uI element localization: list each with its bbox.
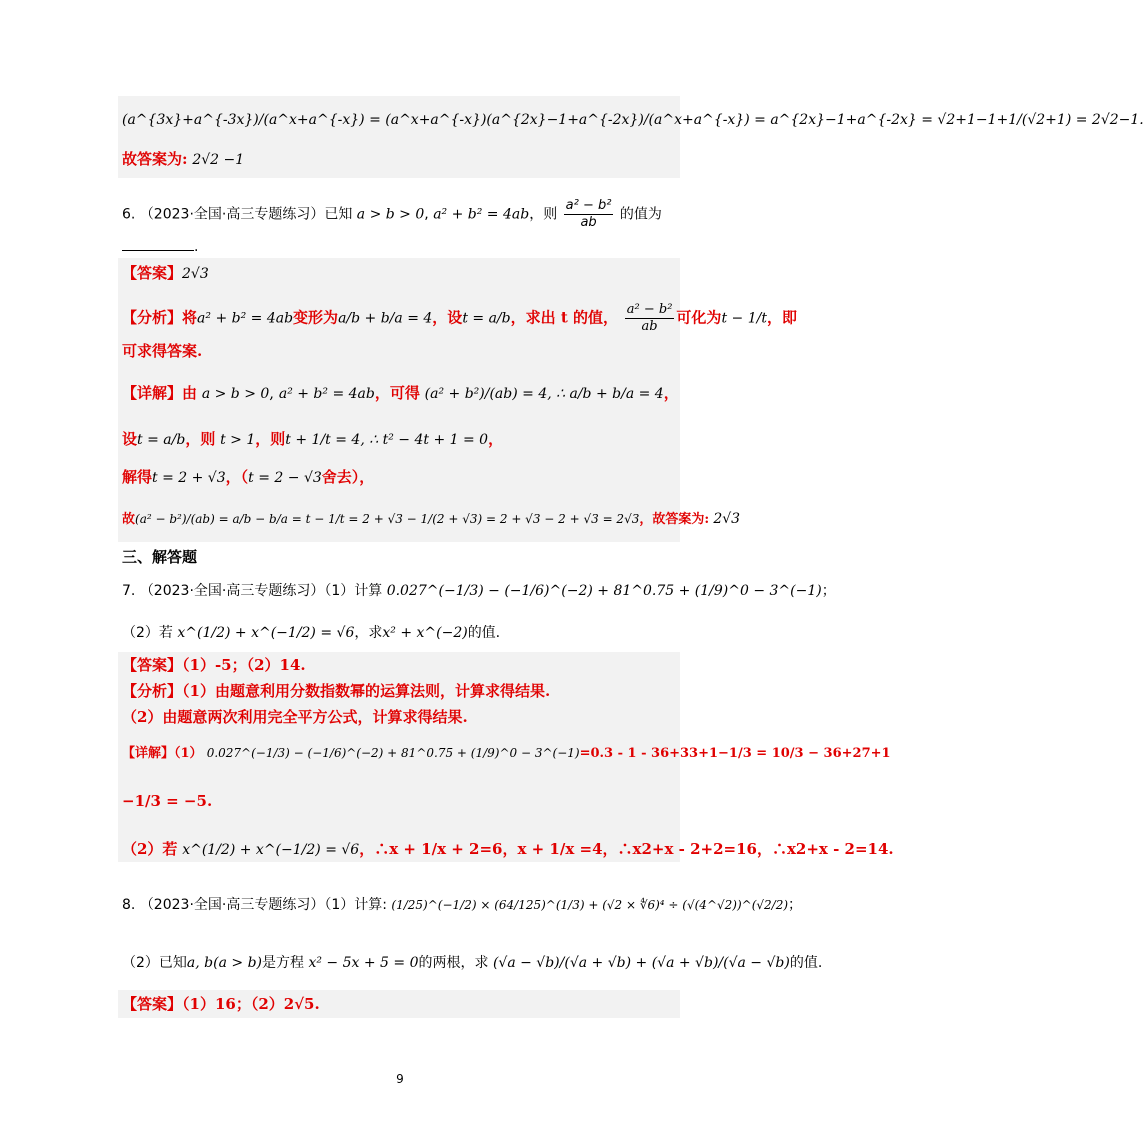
q6-detail-text-2: ，可得 bbox=[374, 384, 420, 402]
q6-answer bbox=[122, 262, 680, 285]
q6-final-text-2: ，故答案为: bbox=[639, 512, 710, 527]
q6-set-text-4: ， bbox=[488, 430, 504, 448]
q6-final-value: 2√3 bbox=[713, 511, 741, 527]
q8-stem bbox=[122, 894, 803, 916]
q6-source: （2023·全国·高三专题练习） bbox=[139, 206, 325, 223]
q7-analysis-1 bbox=[122, 680, 680, 702]
q6-analysis-eq4: t − 1/t bbox=[721, 310, 767, 327]
q7-detail-tag: 【详解】 bbox=[122, 746, 175, 761]
q6-final-line bbox=[122, 508, 741, 531]
q7-answer bbox=[122, 654, 680, 676]
q6-analysis-eq1: a² + b² = 4ab bbox=[197, 310, 294, 327]
q6-stem-b: ，则 bbox=[529, 206, 558, 223]
q6-frac-den: ab bbox=[564, 214, 614, 231]
q6-solve-text-1: 解得 bbox=[122, 468, 153, 486]
q6-frac-num: a² − b² bbox=[565, 198, 612, 213]
q8-answer-value: （1）16；（2）2√5. bbox=[182, 995, 320, 1013]
q7-part2-sol-label: （2）若 bbox=[122, 840, 178, 858]
q5-answer-line bbox=[122, 148, 680, 171]
q6-detail-text-1: 由 bbox=[182, 384, 198, 402]
q6-set-eq: t + 1/t = 4, ∴ t² − 4t + 1 = 0 bbox=[285, 432, 489, 448]
q5-answer-value: 2√2 −1 bbox=[192, 152, 245, 168]
q6-solve-line bbox=[122, 466, 680, 489]
q6-analysis-cont bbox=[122, 340, 680, 362]
q7-part2-solution bbox=[122, 838, 894, 861]
q6-stem: 6. （2023·全国·高三专题练习）已知 a > b > 0, a² + b² = 4ab，则 $\frac{\text{a² − b²}}{ab}$ 的值为 bbox=[122, 198, 662, 230]
q6-analysis-text-3: ，设 bbox=[432, 308, 463, 327]
q8-answer bbox=[122, 993, 680, 1015]
q6-stem-c: 的值为 bbox=[619, 206, 662, 223]
q7-stem bbox=[122, 580, 836, 602]
q8-part2-text-b: 是方程 bbox=[262, 955, 304, 971]
section-title: 三、解答题 bbox=[122, 548, 198, 566]
q6-analysis-eq2: a/b + b/a = 4 bbox=[338, 310, 433, 327]
q6-blank-line bbox=[122, 236, 680, 258]
q8-part2-eq: x² − 5x + 5 = 0 bbox=[308, 955, 419, 971]
q7-detail-expr: 0.027^(−1/3) − (−1/6)^(−2) + 81^0.75 + (1/9)^0 − 3^(−1) bbox=[206, 746, 580, 760]
q6-analysis-frac-num: a² − b² bbox=[626, 302, 673, 317]
q6-set-line bbox=[122, 428, 680, 451]
q7-part2-expr: x^(1/2) + x^(−1/2) = √6 bbox=[177, 625, 355, 641]
q8-answer-tag: 【答案】 bbox=[122, 995, 183, 1013]
q8-part2 bbox=[122, 952, 823, 974]
q6-stem-a: 已知 bbox=[324, 206, 353, 223]
q5-answer-label: 故答案为: bbox=[122, 150, 188, 168]
q6-solve-eq2: t = 2 − √3 bbox=[248, 470, 322, 486]
q7-detail bbox=[122, 742, 891, 765]
q8-source: （2023·全国·高三专题练习）（1）计算: bbox=[139, 897, 387, 913]
q6-analysis-eq3: t = a/b bbox=[462, 310, 511, 327]
q6-final-text-1: 故 bbox=[122, 512, 136, 527]
q7-answer-value: （1）-5；（2）14. bbox=[182, 656, 306, 674]
q7-detail-part: （1） bbox=[174, 746, 203, 761]
q6-analysis-text-4: ，求出 t 的值， bbox=[510, 308, 618, 327]
q6-analysis-frac-den: ab bbox=[625, 318, 675, 335]
q5-equation-text: (a^{3x}+a^{-3x})/(a^x+a^{-x}) = (a^x+a^{-x})(a^{2x}−1+a^{-2x})/(a^x+a^{-x}) = a^{2x}−1+a^{-2x} = √2+1−1+1/(√2+1) = 2√2−1. bbox=[122, 112, 1144, 128]
q6-set-text-1: 设 bbox=[122, 430, 138, 448]
q7-part2-sol-expr: x^(1/2) + x^(−1/2) = √6 bbox=[182, 842, 360, 858]
q7-answer-tag: 【答案】 bbox=[122, 656, 183, 674]
q8-part2-expr: (√a − √b)/(√a + √b) + (√a + √b)/(√a − √b) bbox=[492, 955, 790, 971]
q6-set-text-2: ，则 bbox=[185, 430, 216, 448]
q8-part2-text-d: 的值. bbox=[789, 955, 823, 971]
q8-expr1: (1/25)^(−1/2) × (64/125)^(1/3) + (√2 × ∜6)⁴ ÷ (√(4^√2))^(√2/2) bbox=[391, 898, 789, 912]
q7-detail-eq: =0.3 - 1 - 36+33+1−1/3 = 10/3 − 36+27+1 bbox=[579, 746, 891, 761]
q6-tail: . bbox=[194, 239, 199, 255]
q6-final-eq: (a² − b²)/(ab) = a/b − b/a = t − 1/t = 2 + √3 − 1/(2 + √3) = 2 + √3 − 2 + √3 = 2√3 bbox=[135, 512, 640, 526]
q6-analysis-text-1: 将 bbox=[182, 308, 198, 327]
q7-analysis-text-2: （2）由题意两次利用完全平方公式，计算求得结果. bbox=[122, 708, 468, 726]
q6-analysis-text-2: 变形为 bbox=[293, 308, 339, 327]
q6-fraction bbox=[564, 198, 614, 231]
q8-part2-ab: a, b(a > b) bbox=[186, 955, 262, 971]
q6-answer-tag: 【答案】 bbox=[122, 264, 183, 282]
q6-number: 6. bbox=[122, 206, 136, 223]
q6-analysis bbox=[122, 302, 797, 335]
section-heading bbox=[122, 546, 680, 568]
q7-part2-expr2: x² + x^(−2) bbox=[382, 625, 468, 641]
q7-part2-text-b: ，求 bbox=[354, 625, 383, 641]
q7-part2-sol-rest: ，∴x + 1/x + 2=6，x + 1/x =4，∴x2+x - 2+2=16，∴x2+x - 2=14. bbox=[359, 840, 894, 858]
q7-semi: ； bbox=[821, 583, 836, 599]
q7-detail-cont bbox=[122, 790, 680, 812]
q6-answer-blank bbox=[122, 236, 194, 251]
q6-detail: 【详解】由 a > b > 0, a² + b² = 4ab，可得 (a² + b²)/(ab) = 4, ∴ a/b + b/a = 4， bbox=[122, 384, 679, 402]
q6-detail-cond1: a > b > 0 bbox=[201, 386, 270, 402]
q6-cond2: a² + b² = 4ab bbox=[433, 206, 530, 223]
q6-analysis-fraction bbox=[625, 302, 675, 335]
q6-solve-eq: t = 2 + √3 bbox=[152, 470, 226, 486]
q6-analysis-text-7: 可求得答案. bbox=[122, 342, 203, 360]
q7-analysis-text-1: （1）由题意利用分数指数幂的运算法则，计算求得结果. bbox=[182, 682, 551, 700]
q8-part2-text-c: 的两根，求 bbox=[418, 955, 489, 971]
page-number: 9 bbox=[396, 1072, 404, 1086]
q7-number: 7. bbox=[122, 583, 136, 599]
q7-part2-text-a: （2）若 bbox=[122, 625, 173, 641]
q6-solve-text-2: ，（ bbox=[225, 468, 249, 486]
q7-analysis-2 bbox=[122, 706, 680, 728]
q6-set-text-3: ，则 bbox=[255, 430, 286, 448]
q6-detail-cond2: a² + b² = 4ab bbox=[278, 386, 375, 402]
q6-solve-text-3: 舍去）， bbox=[321, 468, 375, 486]
q6-answer-value: 2√3 bbox=[182, 266, 209, 282]
q6-set-cond: t > 1 bbox=[220, 432, 256, 448]
q8-semi: ； bbox=[788, 897, 803, 913]
q7-detail-cont-text: −1/3 = −5. bbox=[122, 792, 213, 810]
q8-part2-text-a: （2）已知 bbox=[122, 955, 187, 971]
q5-equation bbox=[122, 108, 1144, 131]
q6-analysis-text-5: 可化为 bbox=[676, 308, 722, 327]
q6-detail-eq: (a² + b²)/(ab) = 4, ∴ a/b + b/a = 4 bbox=[424, 386, 664, 402]
q7-part2 bbox=[122, 622, 680, 644]
q6-detail-tag: 【详解】 bbox=[122, 384, 183, 402]
q6-analysis-tag: 【分析】 bbox=[122, 308, 183, 327]
q7-part2-text-c: 的值. bbox=[467, 625, 501, 641]
q6-set-t: t = a/b bbox=[137, 432, 186, 448]
q6-detail-text-3: ， bbox=[663, 384, 679, 402]
q7-expr1: 0.027^(−1/3) − (−1/6)^(−2) + 81^0.75 + (1/9)^0 − 3^(−1) bbox=[386, 583, 822, 599]
q7-source: （2023·全国·高三专题练习）（1）计算 bbox=[139, 583, 383, 599]
q7-analysis-tag: 【分析】 bbox=[122, 682, 183, 700]
q6-analysis-text-6: ，即 bbox=[766, 308, 797, 327]
q6-cond1: a > b > 0 bbox=[356, 206, 425, 223]
q8-number: 8. bbox=[122, 897, 136, 913]
